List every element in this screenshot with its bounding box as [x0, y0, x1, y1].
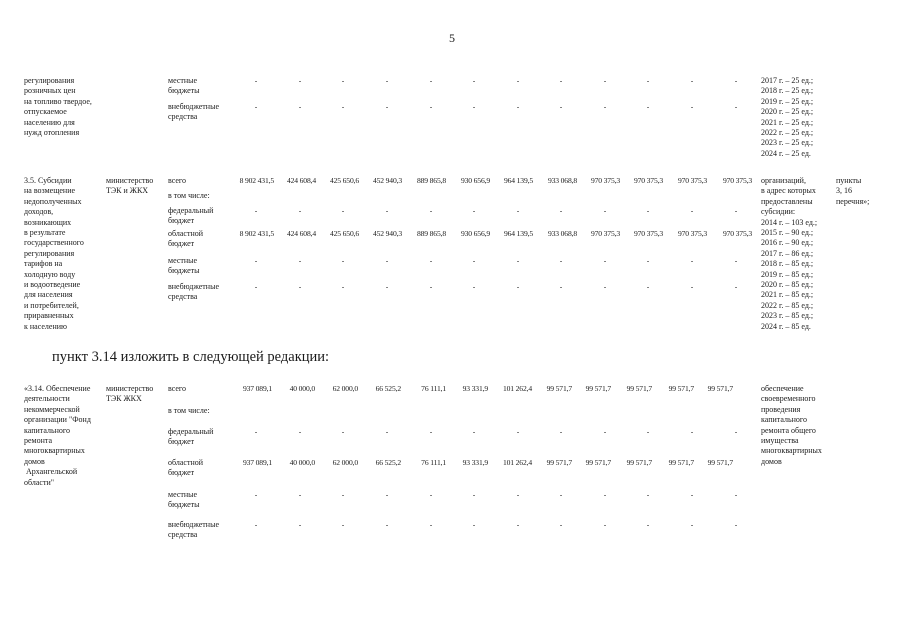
- value-cell: -: [559, 520, 563, 529]
- value-cell: -: [472, 490, 476, 499]
- event-result: обеспечение своевременного проведения капитального ремонта общего имущества многоквартирных домов: [761, 384, 822, 466]
- value-cell: -: [254, 76, 258, 85]
- value-cell: 970 375,3: [722, 176, 752, 185]
- value-cell: 937 089,1: [242, 384, 272, 393]
- value-cell: -: [690, 282, 694, 291]
- value-cell: -: [254, 102, 258, 111]
- value-cell: -: [559, 490, 563, 499]
- event-name: регулирования розничных цен на топливо твердое, отпускаемое населению для нужд отопления: [24, 76, 92, 138]
- value-cell: 964 139,5: [503, 176, 533, 185]
- value-cell: 76 111,1: [421, 384, 446, 393]
- value-cell: 99 571,7: [668, 458, 694, 467]
- value-cell: -: [254, 282, 258, 291]
- page-number: 5: [449, 31, 455, 45]
- value-cell: -: [298, 427, 302, 436]
- value-cell: -: [646, 282, 650, 291]
- value-cell: -: [603, 206, 607, 215]
- value-cell: 8 902 431,5: [239, 176, 274, 185]
- value-cell: -: [341, 520, 345, 529]
- value-cell: 970 375,3: [677, 229, 707, 238]
- value-cell: 99 571,7: [626, 384, 652, 393]
- row-label: местные бюджеты: [168, 256, 200, 276]
- executor: министерство ТЭК ЖКХ: [106, 384, 154, 404]
- row-label: местные бюджеты: [168, 490, 200, 510]
- value-cell: -: [516, 102, 520, 111]
- value-cell: -: [341, 282, 345, 291]
- value-cell: -: [734, 427, 738, 436]
- value-cell: 964 139,5: [503, 229, 533, 238]
- value-cell: -: [385, 256, 389, 265]
- value-cell: -: [559, 102, 563, 111]
- value-cell: -: [516, 427, 520, 436]
- value-cell: -: [516, 282, 520, 291]
- value-cell: 933 068,8: [547, 176, 577, 185]
- row-label: внебюджетные средства: [168, 282, 219, 302]
- value-cell: -: [298, 256, 302, 265]
- value-cell: -: [516, 76, 520, 85]
- event-name: 3.5. Субсидии на возмещение недополученных доходов, возникающих в результате государственного регулирования тарифов на холодную воду и водоотведение для населения и потребителей, приравненных к населению: [24, 176, 84, 331]
- value-cell: -: [603, 427, 607, 436]
- row-label: внебюджетные средства: [168, 520, 219, 540]
- row-label: в том числе:: [168, 191, 210, 200]
- value-cell: -: [559, 282, 563, 291]
- row-label: всего: [168, 176, 187, 185]
- value-cell: -: [385, 206, 389, 215]
- row-label: федеральный бюджет: [168, 206, 214, 226]
- value-cell: 99 571,7: [546, 384, 572, 393]
- value-cell: 452 940,3: [372, 176, 402, 185]
- value-cell: 99 571,7: [668, 384, 694, 393]
- value-cell: 930 656,9: [460, 229, 490, 238]
- value-cell: -: [429, 206, 433, 215]
- value-cell: 889 865,8: [416, 176, 446, 185]
- value-cell: 970 375,3: [677, 176, 707, 185]
- row-label: областной бюджет: [168, 229, 204, 249]
- value-cell: -: [690, 520, 694, 529]
- value-cell: 970 375,3: [590, 176, 620, 185]
- value-cell: 93 331,9: [462, 384, 488, 393]
- value-cell: 99 571,7: [585, 458, 611, 467]
- value-cell: -: [734, 256, 738, 265]
- value-cell: -: [385, 102, 389, 111]
- value-cell: -: [603, 282, 607, 291]
- value-cell: -: [472, 256, 476, 265]
- row-label: областной бюджет: [168, 458, 204, 478]
- value-cell: -: [341, 490, 345, 499]
- value-cell: 424 608,4: [286, 229, 316, 238]
- value-cell: -: [429, 490, 433, 499]
- value-cell: -: [472, 102, 476, 111]
- value-cell: -: [298, 102, 302, 111]
- value-cell: -: [646, 520, 650, 529]
- value-cell: -: [429, 282, 433, 291]
- value-cell: -: [254, 206, 258, 215]
- value-cell: 970 375,3: [633, 176, 663, 185]
- value-cell: -: [429, 256, 433, 265]
- value-cell: -: [646, 490, 650, 499]
- link-to-list: пункты 3, 16 перечня»;: [836, 176, 870, 206]
- value-cell: -: [472, 520, 476, 529]
- value-cell: -: [298, 490, 302, 499]
- value-cell: -: [690, 102, 694, 111]
- heading-instruction: пункт 3.14 изложить в следующей редакции:: [52, 349, 330, 365]
- value-cell: 66 525,2: [375, 384, 401, 393]
- value-cell: -: [559, 256, 563, 265]
- value-cell: -: [254, 490, 258, 499]
- value-cell: -: [646, 256, 650, 265]
- value-cell: -: [254, 256, 258, 265]
- value-cell: 8 902 431,5: [239, 229, 274, 238]
- value-cell: -: [646, 102, 650, 111]
- value-cell: -: [298, 282, 302, 291]
- value-cell: 99 571,7: [707, 458, 733, 467]
- value-cell: -: [472, 282, 476, 291]
- value-cell: -: [603, 490, 607, 499]
- value-cell: -: [690, 427, 694, 436]
- value-cell: 889 865,8: [416, 229, 446, 238]
- value-cell: 452 940,3: [372, 229, 402, 238]
- value-cell: -: [472, 427, 476, 436]
- event-result: 2017 г. – 25 ед.; 2018 г. – 25 ед.; 2019 г. – 25 ед.; 2020 г. – 25 ед.; 2021 г. – 25 ед.; 2022 г. – 25 ед.; 2023 г. – 25 ед.; 2024 г. – 25 ед.: [761, 76, 814, 158]
- row-label: в том числе:: [168, 406, 210, 415]
- value-cell: -: [385, 520, 389, 529]
- value-cell: 99 571,7: [585, 384, 611, 393]
- value-cell: -: [429, 76, 433, 85]
- value-cell: -: [690, 490, 694, 499]
- value-cell: -: [385, 490, 389, 499]
- value-cell: -: [559, 206, 563, 215]
- value-cell: -: [341, 256, 345, 265]
- value-cell: -: [734, 282, 738, 291]
- value-cell: 937 089,1: [242, 458, 272, 467]
- value-cell: -: [734, 490, 738, 499]
- value-cell: -: [516, 490, 520, 499]
- value-cell: -: [341, 206, 345, 215]
- row-label: местные бюджеты: [168, 76, 200, 96]
- value-cell: 424 608,4: [286, 176, 316, 185]
- value-cell: -: [734, 520, 738, 529]
- value-cell: -: [690, 76, 694, 85]
- value-cell: 66 525,2: [375, 458, 401, 467]
- value-cell: 62 000,0: [332, 384, 358, 393]
- value-cell: -: [385, 427, 389, 436]
- value-cell: -: [603, 520, 607, 529]
- value-cell: -: [734, 102, 738, 111]
- value-cell: -: [341, 76, 345, 85]
- value-cell: 970 375,3: [633, 229, 663, 238]
- value-cell: 93 331,9: [462, 458, 488, 467]
- value-cell: -: [690, 256, 694, 265]
- value-cell: 76 111,1: [421, 458, 446, 467]
- value-cell: -: [341, 427, 345, 436]
- row-label: федеральный бюджет: [168, 427, 214, 447]
- value-cell: -: [516, 206, 520, 215]
- value-cell: -: [472, 206, 476, 215]
- event-name: «3.14. Обеспечение деятельности некоммерческой организации "Фонд капитального ремонта многоквартирных домов Архангельской области": [24, 384, 91, 487]
- value-cell: -: [646, 206, 650, 215]
- value-cell: -: [516, 520, 520, 529]
- row-label: внебюджетные средства: [168, 102, 219, 122]
- value-cell: 101 262,4: [502, 384, 532, 393]
- value-cell: 101 262,4: [502, 458, 532, 467]
- value-cell: -: [429, 427, 433, 436]
- value-cell: 970 375,3: [590, 229, 620, 238]
- value-cell: -: [429, 520, 433, 529]
- value-cell: -: [341, 102, 345, 111]
- value-cell: -: [646, 427, 650, 436]
- value-cell: 930 656,9: [460, 176, 490, 185]
- executor: министерство ТЭК и ЖКХ: [106, 176, 154, 196]
- value-cell: -: [690, 206, 694, 215]
- value-cell: -: [298, 76, 302, 85]
- value-cell: 40 000,0: [289, 384, 315, 393]
- value-cell: -: [472, 76, 476, 85]
- value-cell: 425 650,6: [329, 229, 359, 238]
- value-cell: 970 375,3: [722, 229, 752, 238]
- value-cell: -: [385, 282, 389, 291]
- value-cell: -: [603, 76, 607, 85]
- value-cell: -: [603, 256, 607, 265]
- value-cell: -: [646, 76, 650, 85]
- value-cell: -: [603, 102, 607, 111]
- value-cell: -: [298, 520, 302, 529]
- value-cell: -: [298, 206, 302, 215]
- value-cell: 425 650,6: [329, 176, 359, 185]
- value-cell: -: [734, 206, 738, 215]
- value-cell: 99 571,7: [626, 458, 652, 467]
- value-cell: 933 068,8: [547, 229, 577, 238]
- value-cell: 99 571,7: [707, 384, 733, 393]
- value-cell: -: [559, 427, 563, 436]
- value-cell: 40 000,0: [289, 458, 315, 467]
- value-cell: -: [429, 102, 433, 111]
- value-cell: 99 571,7: [546, 458, 572, 467]
- value-cell: -: [385, 76, 389, 85]
- row-label: всего: [168, 384, 187, 393]
- value-cell: 62 000,0: [332, 458, 358, 467]
- value-cell: -: [254, 427, 258, 436]
- value-cell: -: [516, 256, 520, 265]
- value-cell: -: [559, 76, 563, 85]
- event-result: организаций, в адрес которых предоставлены субсидии: 2014 г. – 103 ед.; 2015 г. – 90 ед.; 2016 г. – 90 ед.; 2017 г. – 86 ед.; 2018 г. – 85 ед.; 2019 г. – 85 ед.; 2020 г. – 85 ед.; 2021 г. – 85 ед.; 2022 г. – 85 ед.; 2023 г. – 85 ед.; 2024 г. – 85 ед.: [761, 176, 818, 331]
- value-cell: -: [254, 520, 258, 529]
- value-cell: -: [734, 76, 738, 85]
